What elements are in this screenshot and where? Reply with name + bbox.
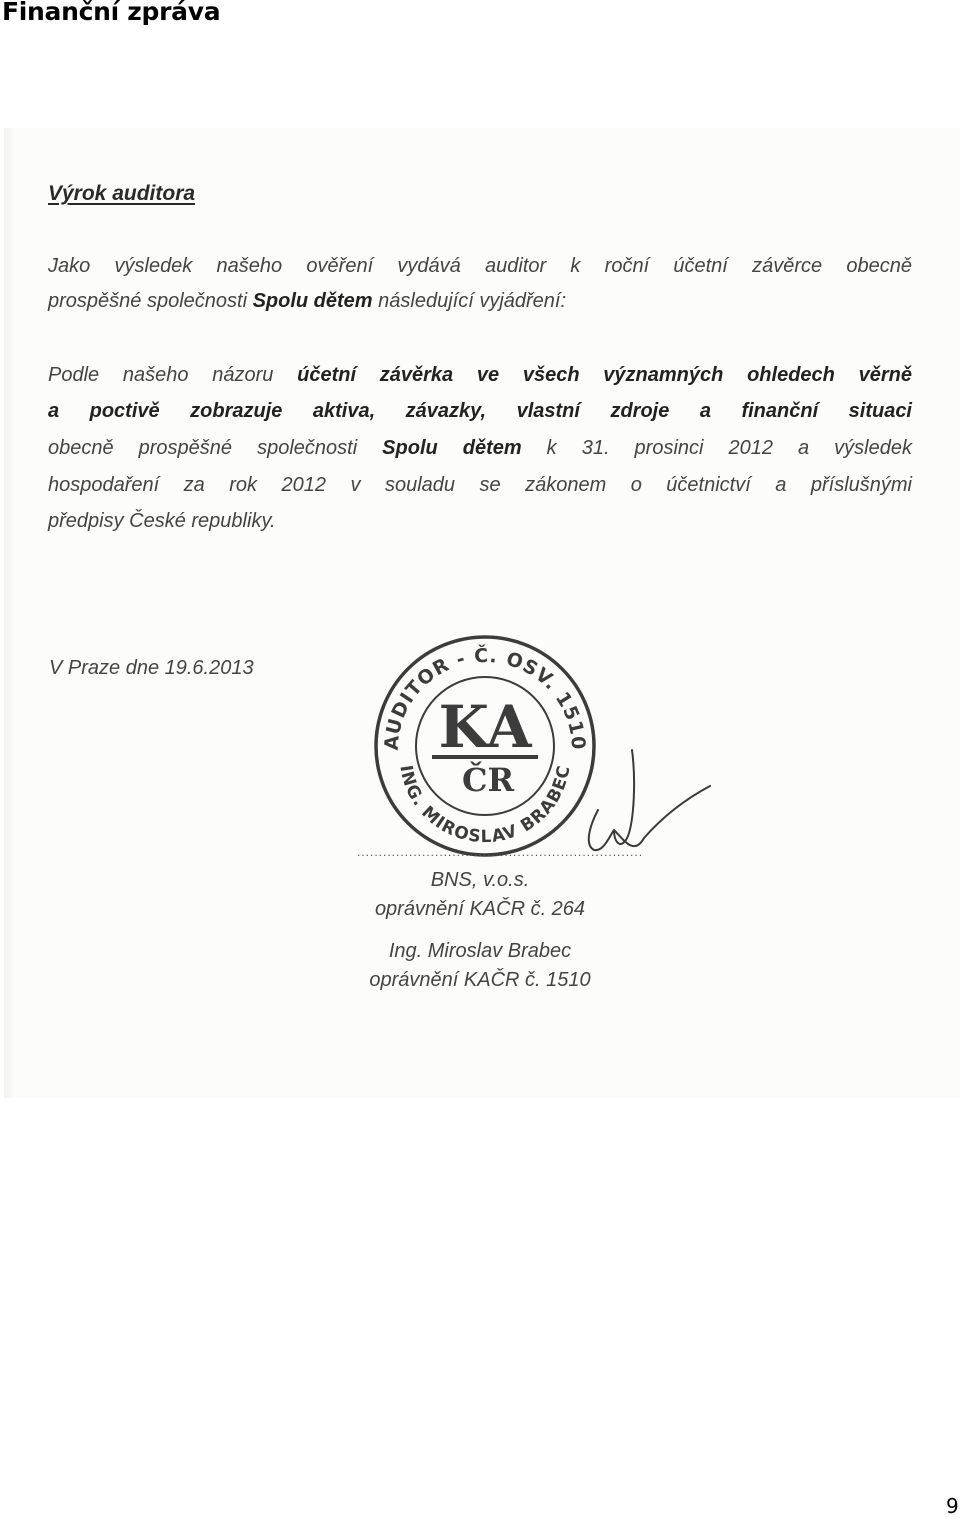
opinion-line-1-bold: účetní závěrka ve všech významných ohledech věrně xyxy=(297,364,912,386)
company-name: Spolu dětem xyxy=(252,290,373,312)
intro-line-2 xyxy=(48,290,566,313)
firm-license: oprávnění KAČR č. 264 xyxy=(374,898,586,920)
opinion-line-5: předpisy České republiky. xyxy=(48,510,276,532)
scan-edge xyxy=(4,128,16,1098)
handwritten-signature xyxy=(570,740,720,860)
company-name: Spolu dětem xyxy=(382,437,522,459)
opinion-line-3-text: obecně prospěšné společnosti xyxy=(48,437,383,459)
page-heading: Finanční zpráva xyxy=(2,0,221,26)
stamp-logo-bottom: ČR xyxy=(461,761,515,799)
audit-firm: BNS, v.o.s. xyxy=(430,869,530,891)
page-number: 9 xyxy=(946,1494,959,1518)
opinion-line-2 xyxy=(48,400,912,423)
auditor-name: Ing. Miroslav Brabec xyxy=(388,940,572,962)
signature-line: .................................................................. xyxy=(357,845,644,859)
stamp-top-text: AUDITOR - Č. OSV. 1510 xyxy=(380,644,590,752)
place-date: V Praze dne 19.6.2013 xyxy=(49,657,254,679)
intro-line-2-end: následující vyjádření: xyxy=(372,290,567,312)
opinion-line-3-end: k 31. prosinci 2012 a výsledek xyxy=(521,437,912,459)
opinion-line-4: hospodaření za rok 2012 v souladu se zákonem o účetnictví a příslušnými xyxy=(48,474,912,496)
intro-line-1: Jako výsledek našeho ověření vydává auditor k roční účetní závěrce obecně xyxy=(48,255,912,277)
stamp-bottom-text: ING. MIROSLAV BRABEC xyxy=(395,763,575,848)
document-title: Výrok auditora xyxy=(48,182,196,205)
opinion-line-1-text: Podle našeho názoru xyxy=(48,364,298,386)
opinion-line-1 xyxy=(48,364,912,387)
opinion-line-3 xyxy=(48,437,912,460)
auditor-stamp xyxy=(370,631,600,861)
opinion-line-2-bold: a poctivě zobrazuje aktiva, závazky, vlastní zdroje a finanční situaci xyxy=(48,400,912,422)
intro-line-2-text: prospěšné společnosti xyxy=(48,290,253,312)
stamp-logo-top: KA xyxy=(438,693,532,761)
auditor-license: oprávnění KAČR č. 1510 xyxy=(369,969,591,991)
